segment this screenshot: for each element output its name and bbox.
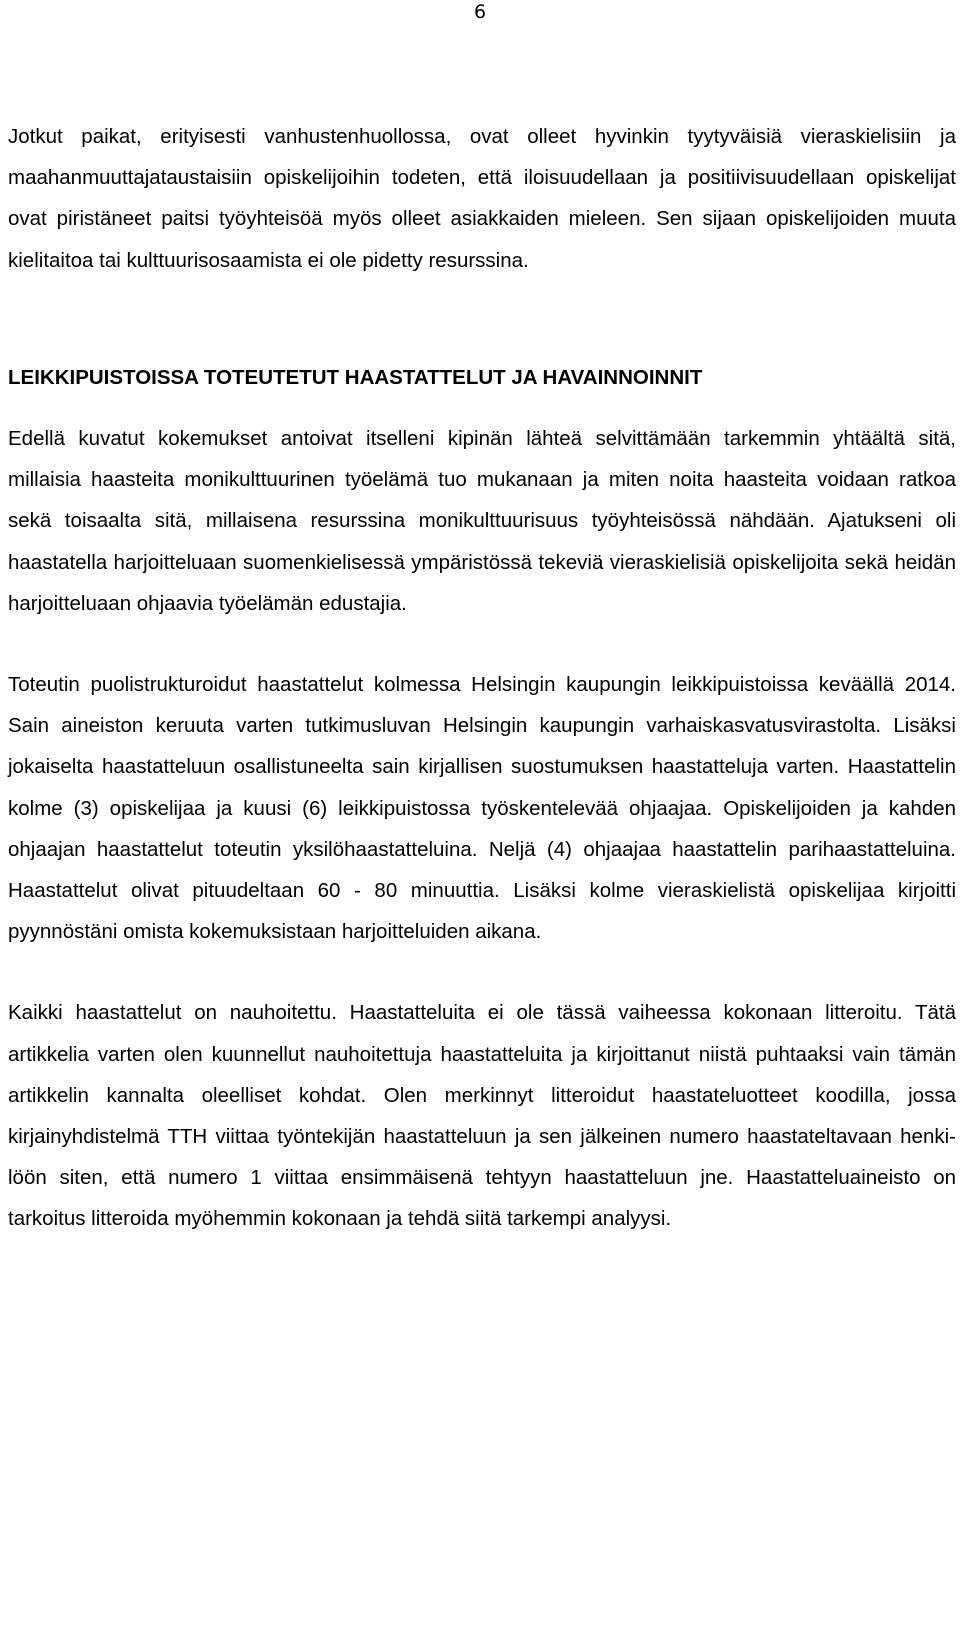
spacer	[8, 398, 956, 418]
page-number: 6	[473, 1, 487, 23]
spacer	[8, 952, 956, 992]
spacer	[8, 281, 956, 357]
paragraph-intro: Jotkut paikat, erityisesti vanhustenhuollossa, ovat olleet hyvinkin tyytyväisiä vieraskielisiin ja maahanmuuttajataustaisiin opiskelijoihin todeten, että iloisuudellaan ja positiivisuudellaan opiskelijat ovat piristäneet paitsi työyhteisöä myös olleet asiakkaiden mieleen. Sen sijaan opiskelijoiden muuta kielitaitoa tai kulttuurisosaamista ei ole pidetty resurssina.	[8, 125, 956, 272]
section-heading: LEIKKIPUISTOISSA TOTEUTETUT HAASTATTELUT JA HAVAINNOINNIT	[8, 365, 703, 389]
paragraph-motivation: Edellä kuvatut kokemukset antoivat itselleni kipinän lähteä selvittämään tarkemmin yhtäältä sitä, millaisia haasteita monikulttuurinen työelämä tuo mukanaan ja miten noita haasteita voidaan ratkoa sekä toisaalta sitä, millaisena resurssina monikulttuurisuus työyhteisössä nähdään. Ajatukseni oli haastatella harjoitteluaan suomenkielisessä ympäristössä tekeviä vieraskielisiä opiskelijoita sekä heidän harjoitteluaan ohjaavia työelämän edustajia.	[8, 427, 956, 615]
paragraph-transcription: Kaikki haastattelut on nauhoitettu. Haastatteluita ei ole tässä vaiheessa kokonaan litteroitu. Tätä artikkelia varten olen kuunnellut nauhoitettuja haastatteluita ja kirjoittanut niistä puhtaaksi vain tämän artikkelin kannalta oleelliset kohdat. Olen merkinnyt litteroidut haastateluotteet koodilla, jossa kirjainyhdistelmä TTH viittaa työntekijän haastatteluun ja sen jälkeinen numero haastateltavaan henkilöön siten, että numero 1 viittaa ensimmäisenä tehtyyn haastatteluun jne. Haastatteluaineisto on tarkoitus litteroida myöhemmin kokonaan ja tehdä siitä tarkempi analyysi.	[8, 1001, 956, 1231]
document-body	[8, 116, 956, 1240]
spacer	[8, 624, 956, 664]
paragraph-methods: Toteutin puolistrukturoidut haastattelut kolmessa Helsingin kaupungin leikkipuistoissa keväällä 2014. Sain aineiston keruuta varten tutkimusluvan Helsingin kaupungin varhaiskasvatusvirastolta. Lisäksi jokaiselta haastatteluun osallistuneelta sain kirjallisen suostumuksen haastatteluja varten. Haastattelin kolme (3) opiskelijaa ja kuusi (6) leikkipuistossa työskentelevää ohjaajaa. Opiskelijoiden ja kahden ohjaajan haastattelut toteutin yksilöhaastatteluina. Neljä (4) ohjaajaa haastattelin parihaastatteluina. Haastattelut olivat pituudeltaan 60 - 80 minuuttia. Lisäksi kolme vieraskielistä opiskelijaa kirjoitti pyynnöstäni omista kokemuksistaan harjoitteluiden aikana.	[8, 673, 956, 944]
